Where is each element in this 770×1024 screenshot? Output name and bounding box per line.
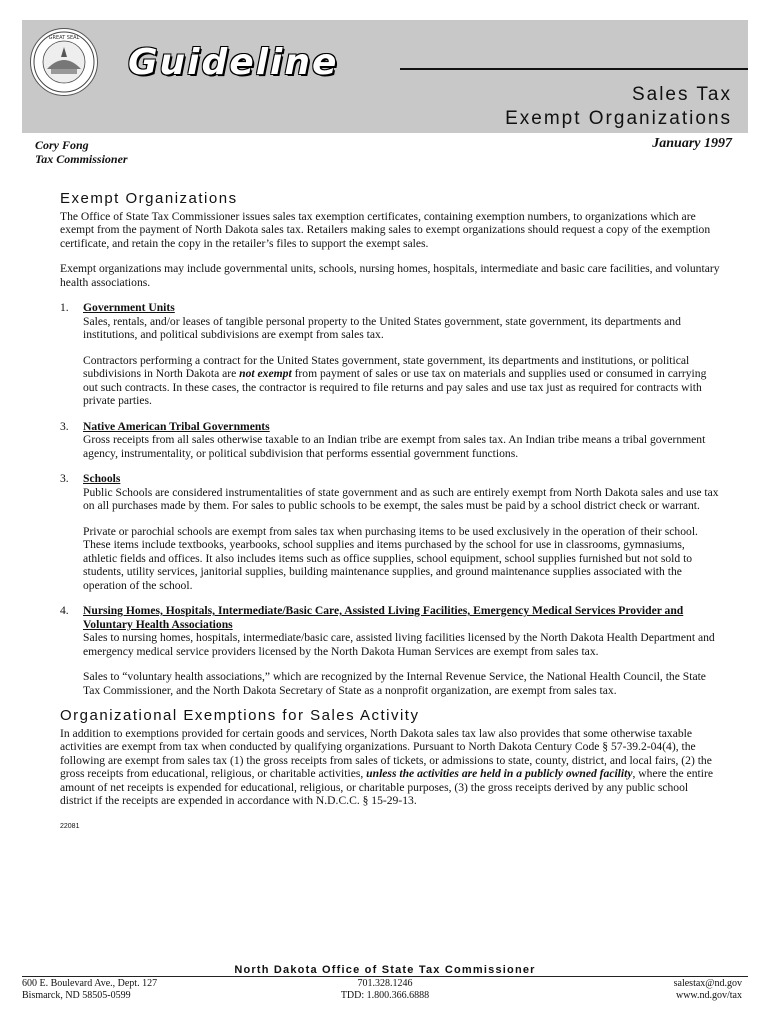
footer-address <box>22 978 157 1002</box>
item-paragraph: Sales, rentals, and/or leases of tangible personal property to the United States government, state government, its departments and institutions, and political subdivisions are exempt from sales tax. <box>83 314 681 341</box>
intro-paragraph: The Office of State Tax Commissioner issues sales tax exemption certificates, containing exemption numbers, to organizations which are exempt from the payment of North Dakota sales tax. Retailers making sales to exempt organizations should request a copy of the exemption certificate, and retain the copy in the retailer’s files to support the exempt sales. <box>60 209 711 250</box>
section-heading-exempt-organizations: Exempt Organizations <box>60 190 238 207</box>
address-line: 600 E. Boulevard Ave., Dept. 127 <box>22 978 158 989</box>
state-seal-logo <box>30 28 98 96</box>
footer-office-name: North Dakota Office of State Tax Commissioner <box>234 964 536 976</box>
item-paragraph: Gross receipts from all sales otherwise taxable to an Indian tribe are exempt from sales tax. An Indian tribe means a tribal government agency, instrumentality, or political subdivision that performs essential government functions. <box>83 433 706 460</box>
title-rule <box>400 68 748 70</box>
item-paragraph: Sales to “voluntary health associations,” which are recognized by the Internal Revenue Service, the National Health Council, the State Tax Commissioner, and the North Dakota Secretary of State as a nonprofit organization, are exempt from sales tax. <box>83 670 706 697</box>
publication-date: January 1997 <box>652 136 732 151</box>
section-heading-organizational-exemptions: Organizational Exemptions for Sales Activity <box>60 707 420 724</box>
author-title: Tax Commissioner <box>35 152 128 166</box>
item-paragraph: Private or parochial schools are exempt from sales tax when purchasing items to be used exclusively in the operation of their school. These items include textbooks, yearbooks, school supplies and items purchased by the school for use in classrooms, gymnasiums, athletic fields and offices. It also includes items such as office supplies, school equipment, school supplies furnished but not sold to students, utility services, janitorial supplies, building maintenance supplies, and ground maintenance supplies associated with the operation of the school. <box>83 524 698 592</box>
author-block <box>35 138 128 166</box>
list-item-schools <box>60 472 720 592</box>
intro-paragraph: Exempt organizations may include governmental units, schools, nursing homes, hospitals, intermediate and basic care facilities, and voluntary health associations. <box>60 262 720 289</box>
item-number: 3. <box>60 472 69 485</box>
emphasis-not-exempt: not exempt <box>239 367 292 380</box>
item-paragraph: Sales to nursing homes, hospitals, intermediate/basic care, assisted living facilities licensed by the North Dakota Health Department and emergency medical service providers licensed by the North Dakota Human Services are exempt from sales tax. <box>83 631 715 658</box>
item-number: 1. <box>60 301 69 314</box>
emphasis-publicly-owned-facility: unless the activities are held in a publicly owned facility <box>366 767 633 780</box>
item-number: 4. <box>60 604 69 617</box>
item-paragraph: Public Schools are considered instrumentalities of state government and as such are entirely exempt from North Dakota sales and use tax on all purchases made by them. For sales to public schools to be exempt, the sales must be paid by a school district check or warrant. <box>83 485 719 512</box>
author-name: Cory Fong <box>35 138 89 152</box>
phone-number: 701.328.1246 <box>357 978 413 989</box>
list-item-government-units <box>60 301 720 408</box>
item-number: 3. <box>60 419 69 433</box>
section-paragraph: In addition to exemptions provided for certain goods and services, North Dakota sales tax law also provides that some otherwise taxable activities are exempt from tax when conducted by qualifying organizations. Pursuant to North Dakota Century Code § 57-39.2-04(4), the following are exempt from sales tax (1) the gross receipts from sales of tickets, or admissions to state, county, district, and local fairs, (2) the gross receipts from educational, religious, or charitable activities, unless the activities are held in a publicly owned facility, where the entire amount of net receipts is expended for educational, religious, or charitable purposes, (3) the gross receipts derived by any public school district if the receipts are expended in accordance with N.D.C.C. § 15-29-13. <box>60 726 713 807</box>
page-title: Guideline <box>128 42 339 83</box>
list-item-tribal-governments <box>60 420 720 461</box>
footer-divider <box>22 976 748 977</box>
list-item-health-facilities <box>60 604 720 697</box>
item-paragraph: Contractors performing a contract for the United States government, state government, its departments and institutions, or political subdivisions in North Dakota are not exempt from payment of sales or use tax on materials and supplies used or consumed in carrying out such contracts. In these cases, the contractor is required to file returns and pay sales and use tax just as required for contracts with private parties. <box>83 353 707 407</box>
form-number: 22081 <box>60 822 80 830</box>
tdd-number: TDD: 1.800.366.6888 <box>340 990 430 1001</box>
item-title: Schools <box>83 472 121 485</box>
footer-phone-block <box>285 978 485 1002</box>
document-body <box>60 192 720 833</box>
email-link[interactable]: salestax@nd.gov <box>673 978 742 989</box>
address-line: Bismarck, ND 58505-0599 <box>22 990 131 1001</box>
subtitle-sales-tax: Sales Tax <box>631 84 732 105</box>
item-title: Native American Tribal Governments <box>83 419 270 433</box>
subtitle-exempt-organizations: Exempt Organizations <box>505 108 732 129</box>
footer-contact-block <box>674 978 742 1002</box>
item-title: Government Units <box>83 301 175 314</box>
website-link[interactable]: www.nd.gov/tax <box>675 990 742 1001</box>
item-title: Nursing Homes, Hospitals, Intermediate/Basic Care, Assisted Living Facilities, Emergency Medical Services Provider and Voluntary Health Associations <box>83 604 684 631</box>
svg-text:GREAT SEAL: GREAT SEAL <box>48 35 80 41</box>
